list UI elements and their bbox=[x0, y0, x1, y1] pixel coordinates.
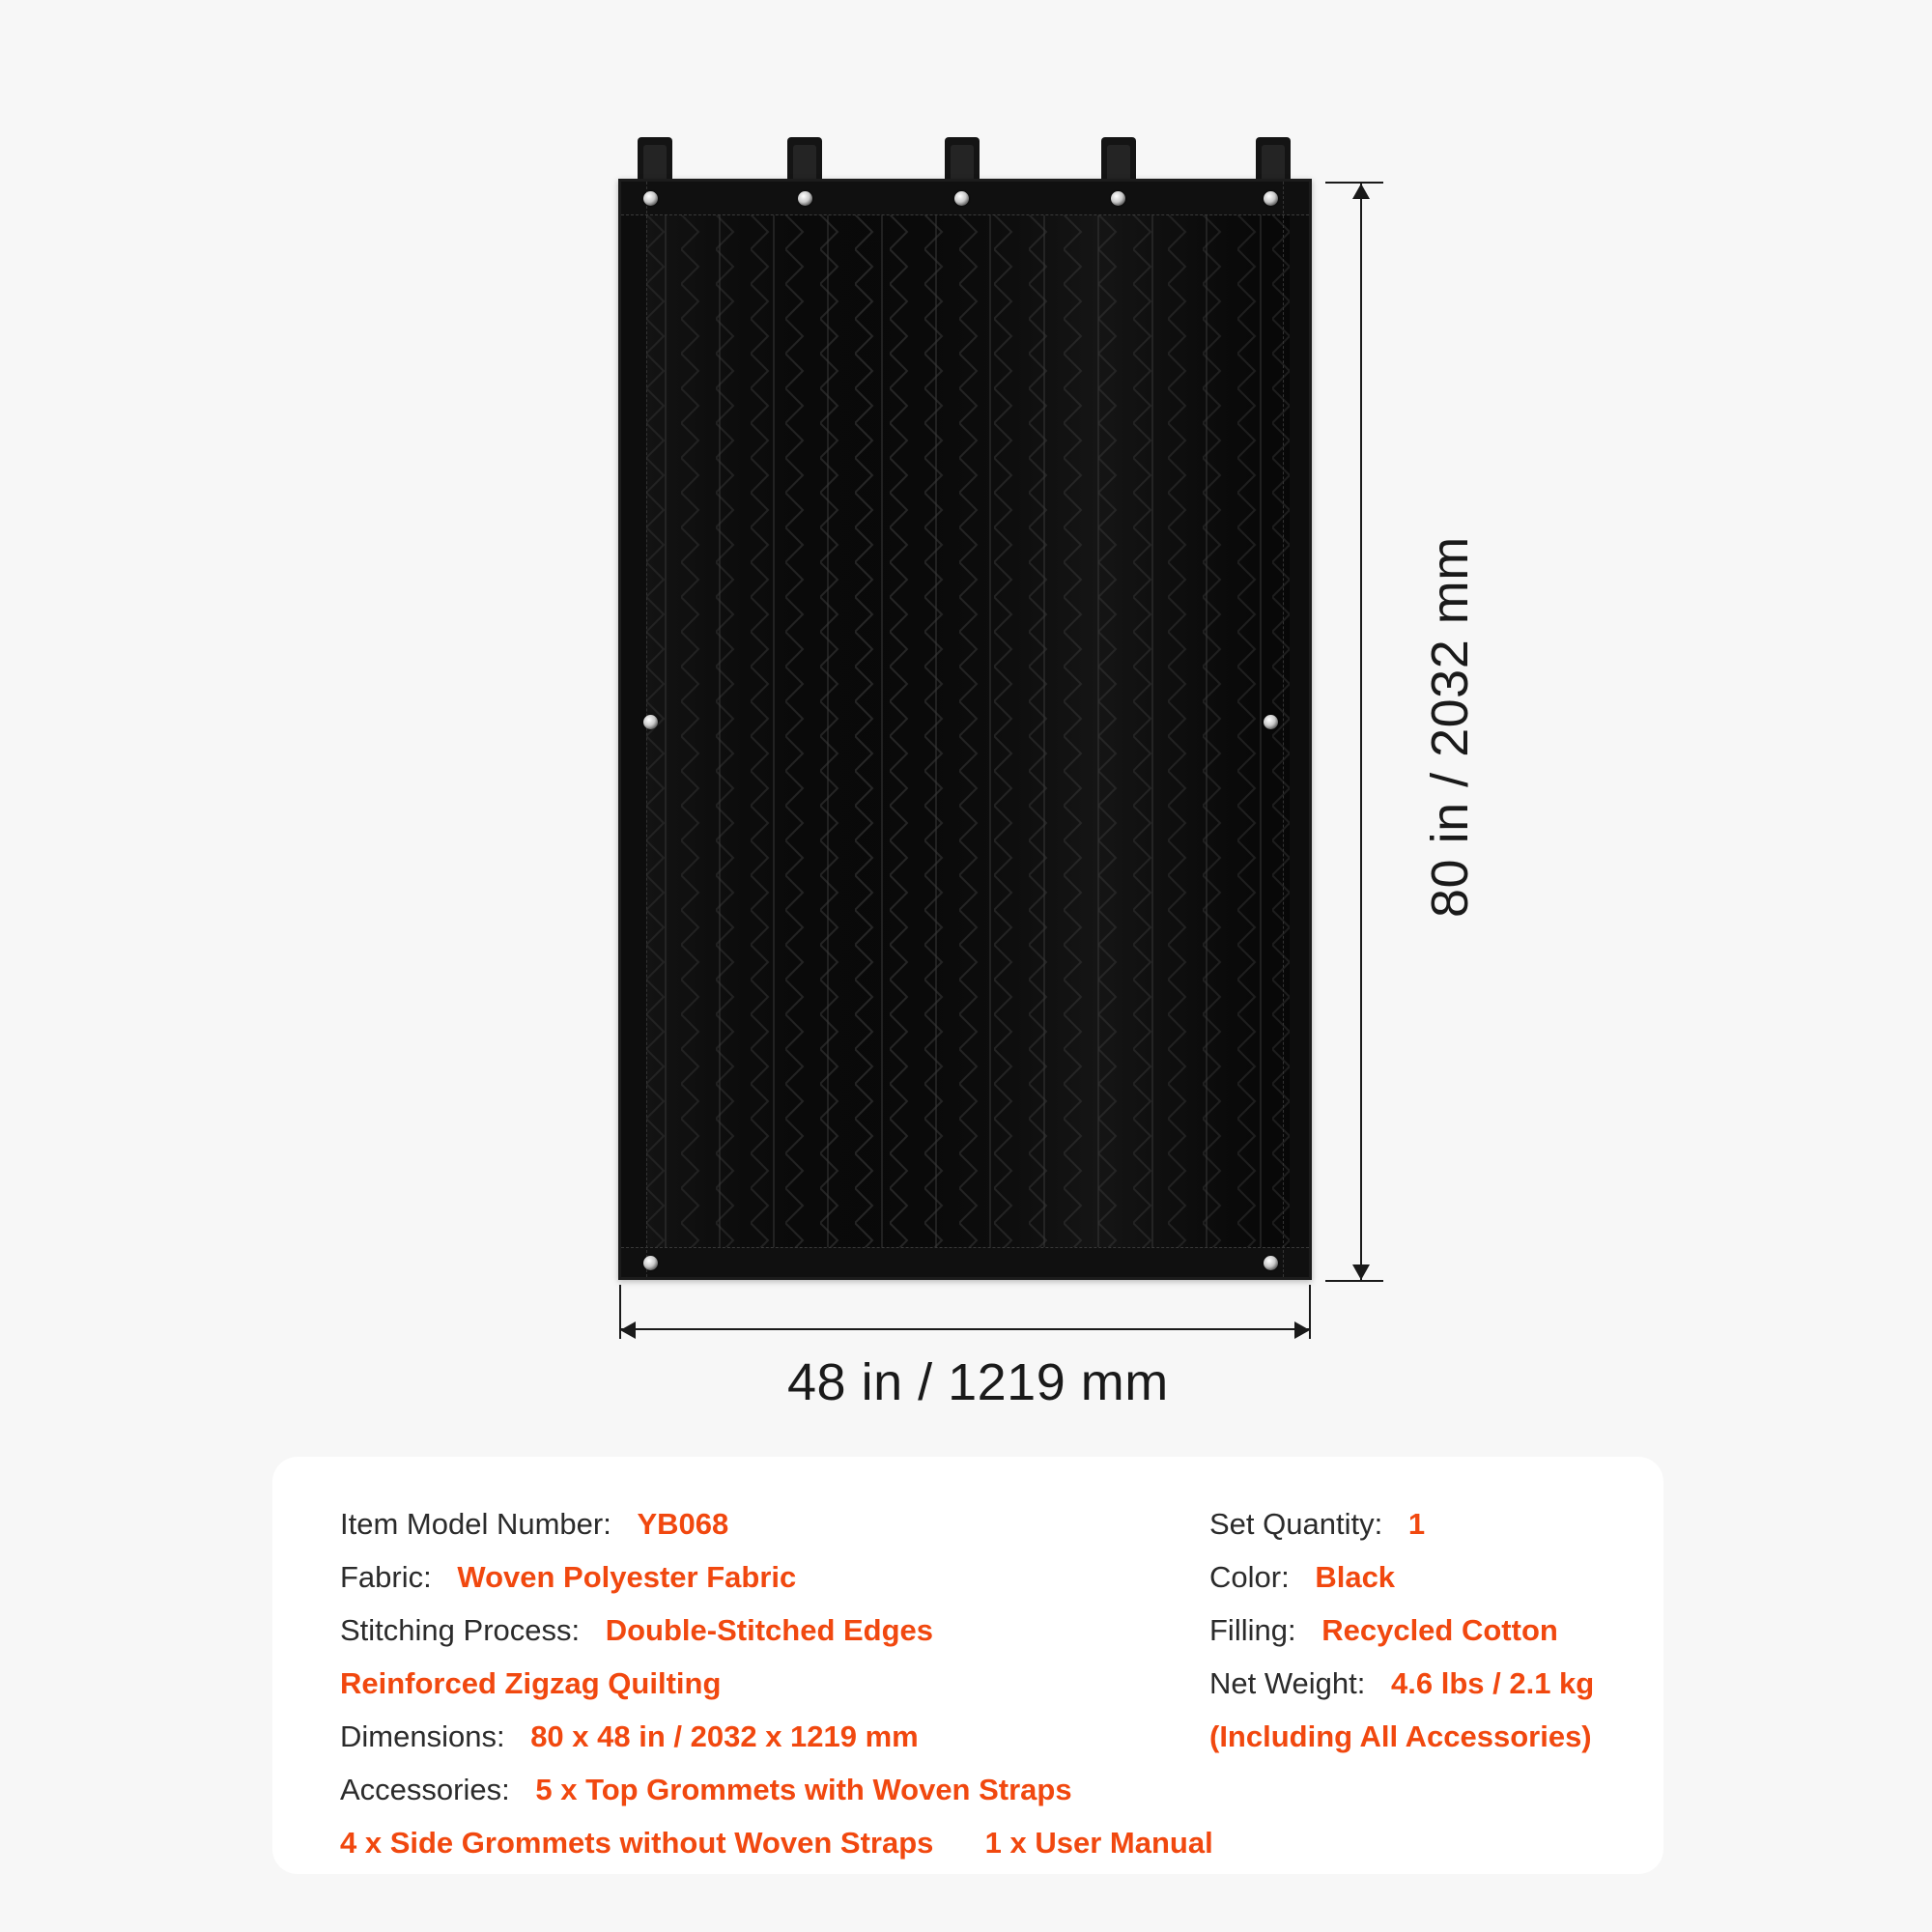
spec-label-fabric: Fabric: bbox=[340, 1560, 432, 1594]
width-dimension-line bbox=[620, 1328, 1310, 1330]
spec-label-set-quantity: Set Quantity: bbox=[1209, 1507, 1383, 1541]
spec-label-model: Item Model Number: bbox=[340, 1507, 611, 1541]
spec-value-quilting: Reinforced Zigzag Quilting bbox=[340, 1666, 722, 1700]
zigzag-quilting-pattern bbox=[646, 214, 1284, 1248]
specification-card bbox=[272, 1457, 1663, 1874]
top-strap bbox=[787, 137, 822, 184]
spec-label-stitching: Stitching Process: bbox=[340, 1613, 581, 1647]
spec-row-model bbox=[340, 1497, 1209, 1550]
top-grommet bbox=[954, 191, 969, 206]
spec-value-dimensions: 80 x 48 in / 2032 x 1219 mm bbox=[530, 1719, 919, 1753]
spec-value-accessories-note: (Including All Accessories) bbox=[1209, 1719, 1592, 1753]
width-dimension-label: 48 in / 1219 mm bbox=[787, 1353, 1169, 1411]
width-arrow-left bbox=[620, 1321, 636, 1339]
zigzag-svg bbox=[646, 214, 1290, 1254]
spec-row-accessories bbox=[340, 1763, 1209, 1816]
spec-row-set-quantity bbox=[1209, 1497, 1625, 1550]
spec-label-net-weight: Net Weight: bbox=[1209, 1666, 1366, 1700]
right-hem bbox=[1283, 182, 1309, 1277]
spec-value-filling: Recycled Cotton bbox=[1321, 1613, 1558, 1647]
spec-columns bbox=[340, 1497, 1625, 1869]
top-strap bbox=[1256, 137, 1291, 184]
spec-value-color: Black bbox=[1315, 1560, 1396, 1594]
side-grommet bbox=[643, 1256, 658, 1270]
spec-label-dimensions: Dimensions: bbox=[340, 1719, 505, 1753]
height-dimension-label: 80 in / 2032 mm bbox=[1421, 536, 1479, 918]
spec-row-net-weight bbox=[1209, 1657, 1625, 1710]
spec-value-accessories: 5 x Top Grommets with Woven Straps bbox=[535, 1773, 1072, 1806]
height-dimension-line bbox=[1360, 184, 1362, 1280]
spec-value-stitching: Double-Stitched Edges bbox=[605, 1613, 934, 1647]
side-grommet bbox=[1264, 715, 1278, 729]
width-arrow-right bbox=[1294, 1321, 1310, 1339]
spec-label-accessories: Accessories: bbox=[340, 1773, 510, 1806]
blanket-body bbox=[618, 179, 1312, 1280]
side-grommet bbox=[1264, 1256, 1278, 1270]
side-grommet bbox=[643, 715, 658, 729]
spec-row-quilting bbox=[340, 1657, 1209, 1710]
spec-row-accessories-cont bbox=[340, 1816, 1213, 1869]
height-tick-bottom bbox=[1325, 1280, 1383, 1282]
spec-row-color bbox=[1209, 1550, 1625, 1604]
spec-value-side-grommets: 4 x Side Grommets without Woven Straps bbox=[340, 1826, 934, 1860]
spec-value-user-manual: 1 x User Manual bbox=[984, 1826, 1213, 1860]
spec-value-net-weight: 4.6 lbs / 2.1 kg bbox=[1391, 1666, 1595, 1700]
spec-column-right bbox=[1209, 1497, 1625, 1869]
spec-value-set-quantity: 1 bbox=[1407, 1507, 1426, 1541]
spec-value-fabric: Woven Polyester Fabric bbox=[457, 1560, 797, 1594]
spec-row-stitching bbox=[340, 1604, 1209, 1657]
top-grommet bbox=[798, 191, 812, 206]
top-strap bbox=[1101, 137, 1136, 184]
left-hem bbox=[621, 182, 647, 1277]
top-strap bbox=[945, 137, 980, 184]
height-arrow-bottom bbox=[1352, 1264, 1370, 1280]
spec-row-fabric bbox=[340, 1550, 1209, 1604]
height-arrow-top bbox=[1352, 184, 1370, 199]
top-strap bbox=[638, 137, 672, 184]
bottom-hem bbox=[621, 1247, 1309, 1277]
spec-column-left bbox=[340, 1497, 1213, 1869]
top-grommet bbox=[1264, 191, 1278, 206]
spec-row-dimensions bbox=[340, 1710, 1209, 1763]
top-grommet bbox=[1111, 191, 1125, 206]
spec-row-filling bbox=[1209, 1604, 1625, 1657]
top-grommet bbox=[643, 191, 658, 206]
spec-label-filling: Filling: bbox=[1209, 1613, 1296, 1647]
spec-value-model: YB068 bbox=[637, 1507, 729, 1541]
spec-row-accessories-note bbox=[1209, 1710, 1625, 1763]
spec-label-color: Color: bbox=[1209, 1560, 1290, 1594]
